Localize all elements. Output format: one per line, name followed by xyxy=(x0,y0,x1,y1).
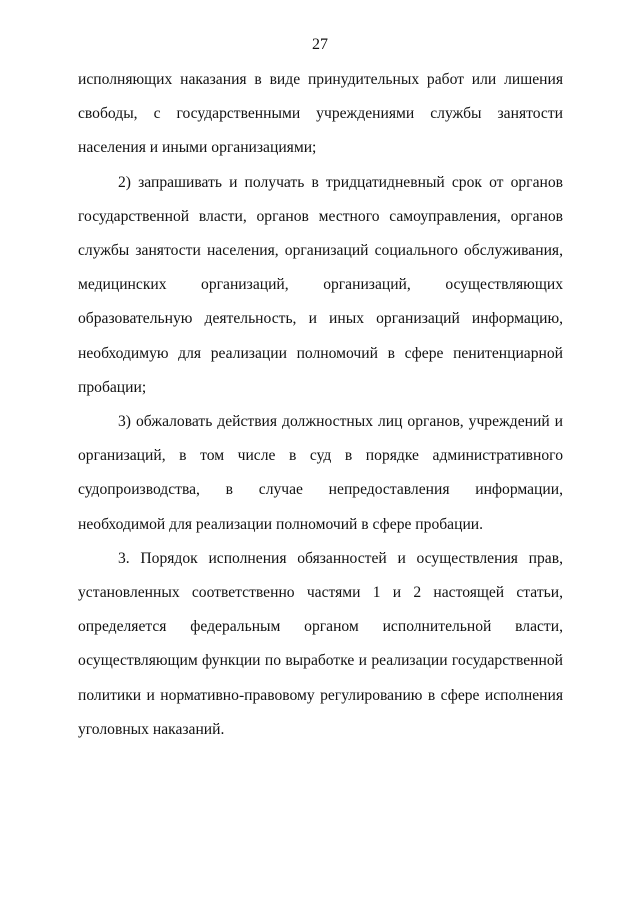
page-number: 27 xyxy=(312,36,328,53)
paragraph-continuation: исполняющих наказания в виде принудительных работ или лишения свободы, с государственными учреждениями службы занятости населения и иными организациями; xyxy=(78,71,563,157)
document-body xyxy=(78,63,563,747)
paragraph-part-3: 3. Порядок исполнения обязанностей и осуществления прав, установленных соответственно частями 1 и 2 настоящей статьи, определяется федеральным органом исполнительной власти, осуществляющим функции по выработке и реализации государственной политики и нормативно-правовому регулированию в сфере исполнения уголовных наказаний. xyxy=(78,549,563,738)
paragraph-item-3: 3) обжаловать действия должностных лиц органов, учреждений и организаций, в том числе в суд в порядке административного судопроизводства, в случае непредоставления информации, необходимой для реализации полномочий в сфере пробации. xyxy=(78,413,563,533)
paragraph-item-2: 2) запрашивать и получать в тридцатидневный срок от органов государственной власти, органов местного самоуправления, органов службы занятости населения, организаций социального обслуживания, медицинских организаций, организаций, осуществляющих образовательную деятельность, и иных организаций информацию, необходимую для реализации полномочий в сфере пенитенциарной пробации; xyxy=(78,173,563,396)
